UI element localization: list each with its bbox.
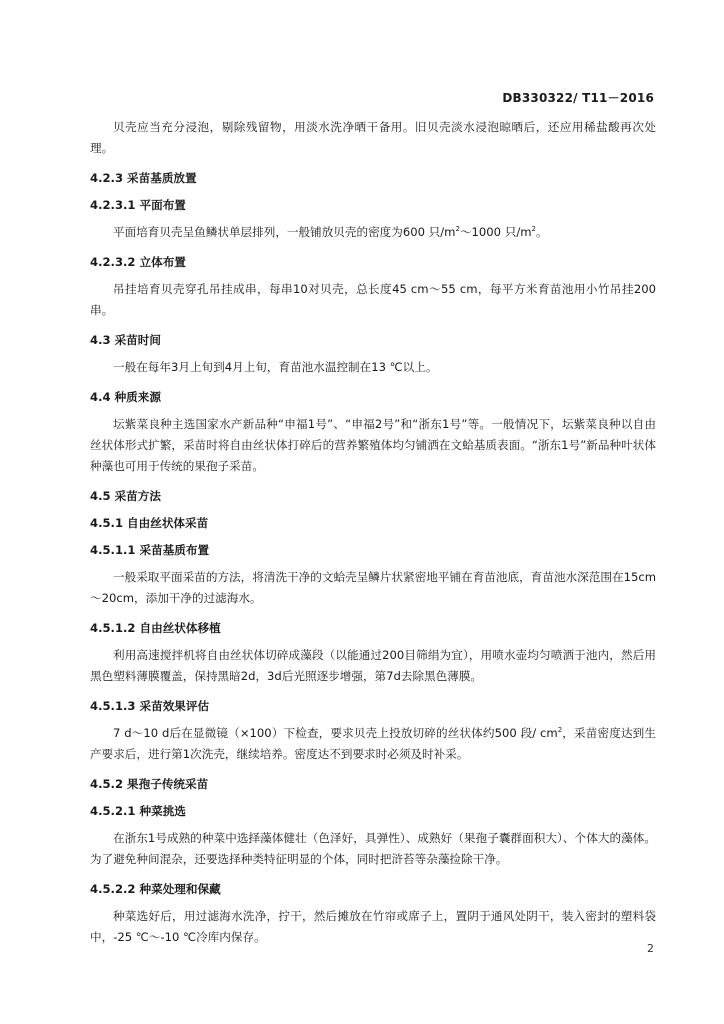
paragraph-germplasm-source: 坛紫菜良种主选国家水产新品种“申福1号”、“申福2号”和“浙东1号”等。一般情况下，坛紫菜良种以自由丝状体形式扩繁，采苗时将自由丝状体打碎后的营养繁殖体均匀铺洒在文蛤基质表面。“浙东1号”新品种叶状体种藻也可用于传统的果孢子采苗。 <box>90 417 656 473</box>
heading-4-5-2: 4.5.2 果孢子传统采苗 <box>90 777 209 791</box>
flat-text-c: 。 <box>535 225 548 239</box>
flat-superscript-2: 2 <box>531 225 536 234</box>
page-number: 2 <box>647 942 654 955</box>
flat-text-b: ～1000 只/m <box>459 225 532 239</box>
flat-superscript-1: 2 <box>455 225 460 234</box>
paragraph-evaluation <box>90 723 656 765</box>
heading-4-3: 4.3 采苗时间 <box>90 333 161 347</box>
flat-text-a: 平面培育贝壳呈鱼鳞状单层排列，一般铺放贝壳的密度为600 只/m <box>113 225 456 239</box>
document-body <box>90 117 656 948</box>
paragraph-substrate-layout: 一般采取平面采苗的方法，将清洗干净的文蛤壳呈鳞片状紧密地平铺在育苗池底，育苗池水深范围在15cm～20cm，添加干净的过滤海水。 <box>90 570 656 605</box>
paragraph-seed-storage: 种菜选好后，用过滤海水洗净，拧干，然后摊放在竹帘或席子上，置阴于通风处阴干，装入密封的塑料袋中，-25 ℃～-10 ℃冷库内保存。 <box>90 909 656 944</box>
heading-4-2-3: 4.2.3 采苗基质放置 <box>90 171 197 185</box>
paragraph-shell-soak: 贝壳应当充分浸泡，剔除残留物，用淡水洗净晒干备用。旧贝壳淡水浸泡晾晒后，还应用稀盐酸再次处理。 <box>90 120 656 155</box>
heading-4-5-1-2: 4.5.1.2 自由丝状体移植 <box>90 621 221 635</box>
paragraph-vertical-layout: 吊挂培育贝壳穿孔吊挂成串，每串10对贝壳，总长度45 cm～55 cm，每平方米育苗池用小竹吊挂200串。 <box>90 282 656 317</box>
heading-4-5-1: 4.5.1 自由丝状体采苗 <box>90 516 209 530</box>
heading-4-2-3-1: 4.2.3.1 平面布置 <box>90 198 186 212</box>
paragraph-transplant: 利用高速搅拌机将自由丝状体切碎成藻段（以能通过200目筛绢为宜），用喷水壶均匀喷洒于池内，然后用黑色塑料薄膜覆盖，保持黑暗2d，3d后光照逐步增强，第7d去除黑色薄膜。 <box>90 648 656 683</box>
evaluation-text-a: 7 d～10 d后在显微镜（×100）下检查，要求贝壳上投放切碎的丝状体约500 段/ cm <box>113 726 558 740</box>
heading-4-4: 4.4 种质来源 <box>90 390 161 404</box>
paragraph-flat-layout <box>90 222 656 243</box>
evaluation-superscript: 2 <box>557 726 563 735</box>
evaluation-text-b: ，采苗密度达到生产要求后，进行第1次洗壳，继续培养。密度达不到要求时必须及时补采。 <box>90 726 656 761</box>
document-code: DB330322/ T11－2016 <box>502 91 654 105</box>
heading-4-5: 4.5 采苗方法 <box>90 489 161 503</box>
heading-4-5-1-3: 4.5.1.3 采苗效果评估 <box>90 699 210 713</box>
heading-4-5-2-1: 4.5.2.1 种菜挑选 <box>90 804 186 818</box>
heading-4-5-1-1: 4.5.1.1 采苗基质布置 <box>90 543 210 557</box>
heading-4-5-2-2: 4.5.2.2 种菜处理和保藏 <box>90 882 221 896</box>
heading-4-2-3-2: 4.2.3.2 立体布置 <box>90 255 186 269</box>
paragraph-seed-selection: 在浙东1号成熟的种菜中选择藻体健壮（色泽好，具弹性）、成熟好（果孢子囊群面积大）、个体大的藻体。为了避免种间混杂，还要选择种类特征明显的个体，同时把浒苔等杂藻捡除干净。 <box>90 831 656 866</box>
paragraph-seeding-time: 一般在每年3月上旬到4月上旬，育苗池水温控制在13 ℃以上。 <box>113 360 438 374</box>
